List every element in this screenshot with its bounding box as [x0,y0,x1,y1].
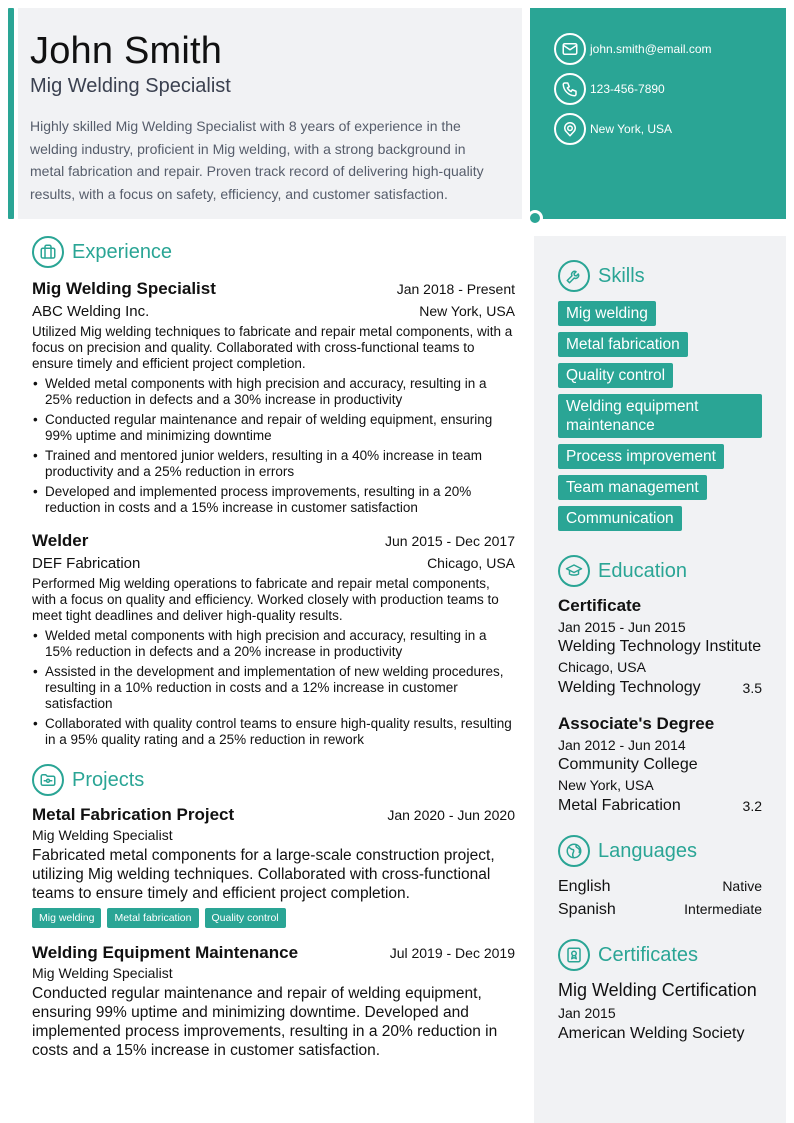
job-company: ABC Welding Inc. [32,303,150,320]
education-entry [558,713,762,817]
project-entry [32,942,515,1060]
job-location: New York, USA [419,303,515,319]
experience-entry [32,278,515,516]
education-institution: Community College [558,756,698,773]
project-description: Fabricated metal components for a large-scale construction project, utilizing Mig welding techniques. Collaborated with cross-functional teams to ensure timely and efficient project completion. [32,847,495,902]
main-column [32,236,515,1060]
skill-badge: Welding equipment maintenance [558,394,762,438]
language-name: Spanish [558,901,616,918]
skill-badge: Quality control [558,363,673,388]
certificate-icon [558,939,590,971]
candidate-title: Mig Welding Specialist [30,75,231,97]
skill-badge: Metal fabrication [558,332,688,357]
education-gpa: 3.5 [742,680,762,696]
education-gpa: 3.2 [742,798,762,814]
education-degree: Certificate [558,596,642,615]
briefcase-icon [32,236,64,268]
achievement-item: • Assisted in the development and implementation of new welding procedures, resulting in a 10% reduction in costs and a 12% increase in customer satisfaction [32,664,515,712]
job-company: DEF Fabrication [32,555,141,572]
education-section [558,555,762,817]
language-level: Intermediate [684,901,762,917]
certificates-section [558,939,762,1045]
achievement-item: • Welded metal components with high precision and accuracy, resulting in a 25% reduction in defects and a 30% increase in productivity [32,376,515,408]
contact-phone-text: 123-456-7890 [590,82,665,96]
certificate-name: Mig Welding Certification [558,980,757,1000]
job-title: Mig Welding Specialist [32,279,216,298]
job-dates: Jun 2015 - Dec 2017 [385,533,515,549]
contact-location [554,113,786,145]
skills-section-title: Skills [598,264,645,287]
education-section-header [558,555,762,587]
education-dates: Jan 2012 - Jun 2014 [558,737,686,753]
education-dates: Jan 2015 - Jun 2015 [558,619,686,635]
projects-section-header [32,764,515,796]
skills-section-header [558,260,762,292]
header-accent-bar [8,8,14,219]
profile-summary: Highly skilled Mig Welding Specialist with 8 years of experience in the welding industry, proficient in Mig welding, with a strong background in metal fabrication and repair. Proven track record of delivering high-quality results, with a focus on safety, efficiency, and customer satisfaction. [30,118,484,202]
candidate-name: John Smith [30,30,223,72]
job-location: Chicago, USA [427,555,515,571]
contact-phone[interactable] [554,73,786,105]
education-field: Metal Fabrication [558,797,681,814]
project-tag: Mig welding [32,908,101,928]
project-tag: Quality control [205,908,286,928]
experience-section-header [32,236,515,268]
email-icon [554,33,586,65]
skill-badge: Team management [558,475,707,500]
job-achievements [32,376,515,516]
education-degree: Associate's Degree [558,714,715,733]
project-entry [32,804,515,928]
certificate-date: Jan 2015 [558,1005,616,1021]
projects-section-title: Projects [72,768,145,791]
skill-badge: Mig welding [558,301,656,326]
skills-list [558,301,762,537]
language-row [558,898,762,921]
project-tags [32,908,515,928]
project-tag: Metal fabrication [107,908,198,928]
languages-section-header [558,835,762,867]
contact-panel [530,8,786,219]
contact-email-text: john.smith@email.com [590,42,712,56]
achievement-item: • Welded metal components with high precision and accuracy, resulting in a 15% reduction in defects and a 20% increase in productivity [32,628,515,660]
job-title: Welder [32,531,89,550]
job-description: Performed Mig welding operations to fabricate and repair metal components, with a focus on quality and efficiency. Worked closely with production teams to meet tight deadlines and deliver high-quality results. [32,576,499,623]
education-location: Chicago, USA [558,659,646,675]
job-achievements [32,628,515,748]
project-title: Welding Equipment Maintenance [32,943,299,962]
achievement-item: • Developed and implemented process improvements, resulting in a 20% reduction in costs and a 15% increase in customer satisfaction [32,484,515,516]
experience-entry [32,530,515,748]
graduation-cap-icon [558,555,590,587]
project-dates: Jul 2019 - Dec 2019 [389,945,515,961]
header-divider-dot [527,210,543,226]
project-dates: Jan 2020 - Jun 2020 [387,807,515,823]
skills-section [558,260,762,537]
header-panel [18,8,522,219]
job-description: Utilized Mig welding techniques to fabricate and repair metal components, with a focus on precision and quality. Collaborated with cross-functional teams to ensure timely and efficient project completion. [32,324,513,371]
experience-section-title: Experience [72,240,173,263]
job-dates: Jan 2018 - Present [396,281,515,297]
achievement-item: • Trained and mentored junior welders, resulting in a 40% increase in team productivity and a 25% reduction in errors [32,448,515,480]
contact-location-text: New York, USA [590,122,673,136]
education-field: Welding Technology [558,679,701,696]
certificates-section-header [558,939,762,971]
language-name: English [558,878,611,895]
language-level: Native [722,878,762,894]
skill-badge: Process improvement [558,444,724,469]
achievement-item: • Conducted regular maintenance and repair of welding equipment, ensuring 99% uptime and minimizing downtime [32,412,515,444]
folder-icon [32,764,64,796]
project-description: Conducted regular maintenance and repair of welding equipment, ensuring 99% uptime and minimizing downtime. Developed and implemented process improvements, resulting in a 20% reduction in costs and a 15% increase in customer satisfaction. [32,985,498,1059]
skill-badge: Communication [558,506,682,531]
location-pin-icon [554,113,586,145]
project-role: Mig Welding Specialist [32,965,173,981]
achievement-item: • Collaborated with quality control teams to ensure high-quality results, resulting in a 95% quality rating and a 25% reduction in rework [32,716,515,748]
languages-section [558,835,762,921]
contact-email[interactable] [554,33,786,65]
phone-icon [554,73,586,105]
wrench-icon [558,260,590,292]
languages-section-title: Languages [598,839,697,862]
education-institution: Welding Technology Institute [558,638,762,655]
certificate-issuer: American Welding Society [558,1025,745,1042]
sidebar [534,236,786,1123]
education-location: New York, USA [558,777,654,793]
certificates-section-title: Certificates [598,943,699,966]
education-entry [558,595,762,699]
globe-icon [558,835,590,867]
project-title: Metal Fabrication Project [32,805,235,824]
project-role: Mig Welding Specialist [32,827,173,843]
language-row [558,875,762,898]
education-section-title: Education [598,559,687,582]
